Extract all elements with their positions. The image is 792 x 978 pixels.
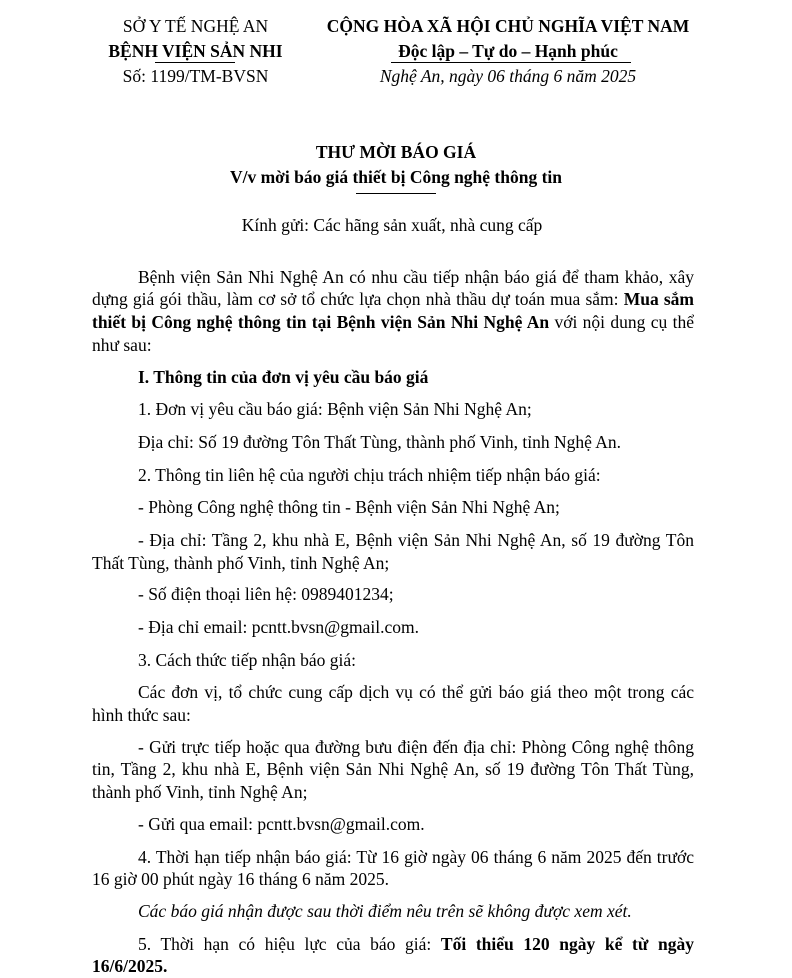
deadline-note: Các báo giá nhận được sau thời điểm nêu trên sẽ không được xem xét. xyxy=(138,901,632,921)
section-heading: I. Thông tin của đơn vị yêu cầu báo giá xyxy=(138,366,429,387)
list-item: 2. Thông tin liên hệ của người chịu trách nhiệm tiếp nhận báo giá: xyxy=(138,464,601,485)
country-name: CỘNG HÒA XÃ HỘI CHỦ NGHĨA VIỆT NAM xyxy=(326,16,690,36)
list-item: 1. Đơn vị yêu cầu báo giá: Bệnh viện Sản Nhi Nghệ An; xyxy=(138,399,532,420)
intro-paragraph xyxy=(92,266,694,357)
motto-underline xyxy=(391,62,631,63)
hospital-name: BỆNH VIỆN SẢN NHI xyxy=(108,41,283,61)
header-right xyxy=(318,14,698,89)
ministry-name: SỞ Y TẾ NGHỆ AN xyxy=(122,16,269,36)
list-item: 3. Cách thức tiếp nhận báo giá: xyxy=(138,649,356,670)
list-item: - Số điện thoại liên hệ: 0989401234; xyxy=(138,584,394,605)
validity-text: 5. Thời hạn có hiệu lực của báo giá: xyxy=(138,933,441,954)
intro-text-2: với nội dung cụ thể như sau: xyxy=(92,312,694,355)
validity-bold: Tối thiểu 120 ngày kể từ ngày 16/6/2025. xyxy=(92,933,694,977)
intro-text-1: Bệnh viện Sản Nhi Nghệ An có nhu cầu tiếp nhận báo giá để tham khảo, xây dựng giá gói thầu, làm cơ sở tổ chức lựa chọn nhà thầu dự toán mua sắm: xyxy=(92,266,694,310)
list-item: - Phòng Công nghệ thông tin - Bệnh viện Sản Nhi Nghệ An; xyxy=(138,497,560,518)
intro-bold: Mua sắm thiết bị Công nghệ thông tin tại Bệnh viện Sản Nhi Nghệ An xyxy=(92,289,694,333)
list-item: - Địa chỉ email: pcntt.bvsn@gmail.com. xyxy=(138,616,419,637)
list-item: - Địa chỉ: Tầng 2, khu nhà E, Bệnh viện Sản Nhi Nghệ An, số 19 đường Tôn Thất Tùng, thành phố Vinh, tỉnh Nghệ An; xyxy=(92,529,694,573)
document-title: THƯ MỜI BÁO GIÁ xyxy=(315,142,477,162)
greeting: Kính gửi: Các hãng sản xuất, nhà cung cấp xyxy=(241,215,543,235)
list-item: Địa chỉ: Số 19 đường Tôn Thất Tùng, thành phố Vinh, tỉnh Nghệ An. xyxy=(138,431,622,452)
document-subject: V/v mời báo giá thiết bị Công nghệ thông tin xyxy=(229,167,563,187)
list-item: - Gửi trực tiếp hoặc qua đường bưu điện đến địa chỉ: Phòng Công nghệ thông tin, Tầng 2, khu nhà E, Bệnh viện Sản Nhi Nghệ An, số 19 đường Tôn Thất Tùng, thành phố Vinh, tỉnh Nghệ An; xyxy=(92,736,694,803)
place-date: Nghệ An, ngày 06 tháng 6 năm 2025 xyxy=(379,66,637,86)
validity-item xyxy=(92,933,694,978)
list-item: Các đơn vị, tổ chức cung cấp dịch vụ có thể gửi báo giá theo một trong các hình thức sau: xyxy=(92,682,694,725)
subject-rule xyxy=(356,193,436,194)
national-motto: Độc lập – Tự do – Hạnh phúc xyxy=(398,41,618,61)
list-item: 4. Thời hạn tiếp nhận báo giá: Từ 16 giờ ngày 06 tháng 6 năm 2025 đến trước 16 giờ 00 phút ngày 16 tháng 6 năm 2025. xyxy=(92,846,694,890)
letter-body xyxy=(92,214,694,978)
list-item: - Gửi qua email: pcntt.bvsn@gmail.com. xyxy=(138,813,425,834)
header-left xyxy=(88,14,303,89)
hospital-underline xyxy=(155,62,235,63)
title-block xyxy=(0,140,792,190)
document-number: Số: 1199/TM-BVSN xyxy=(122,66,269,86)
